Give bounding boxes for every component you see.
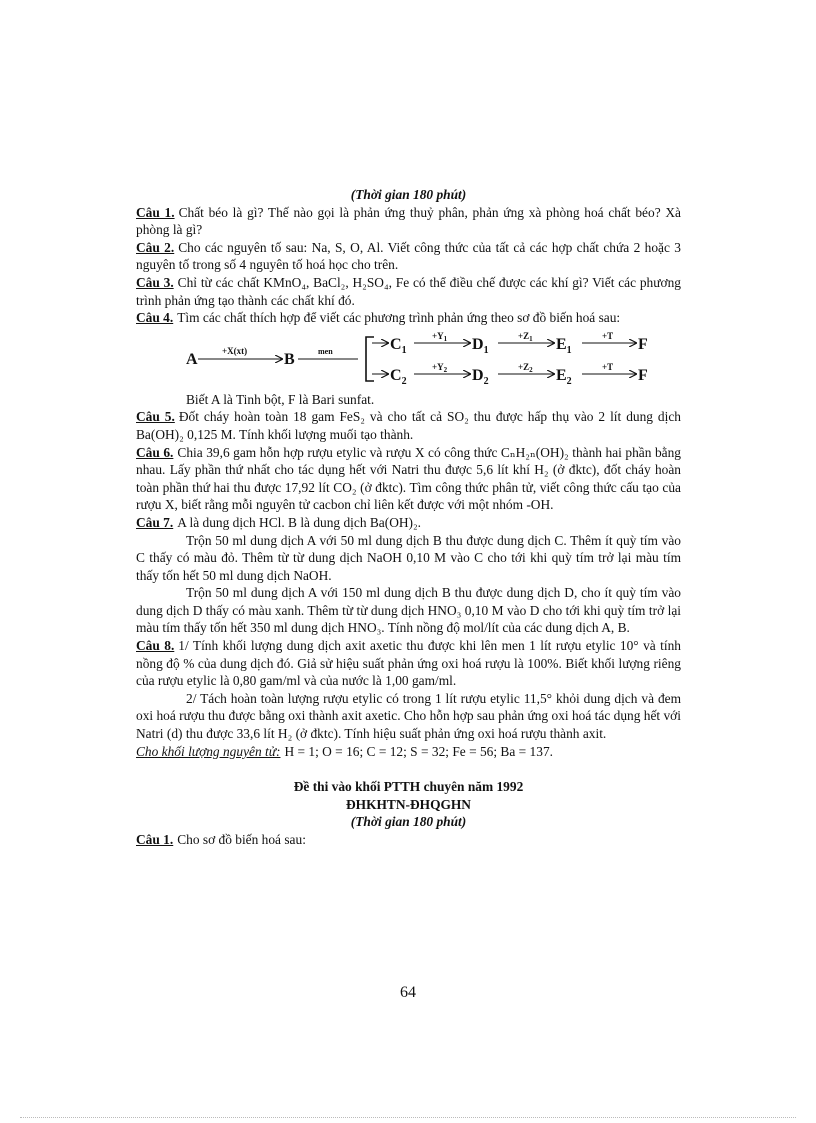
question-label: Câu 1.	[136, 832, 174, 847]
question-text: Chia 39,6 gam hỗn hợp rượu etylic và rượu X có công thức CₙH₂ₙ(OH)₂ thành hai phần bằng nhau. Lấy phần thứ nhất cho tác dụng hết với Natri thu được 5,6 lít khí H₂ (ở đktc), đốt cháy hoàn toàn phần thứ hai thu được 17,92 lít CO₂ (ở đktc). Tìm công thức phân tử, viết công thức cấu tạo của rượu X, biết rằng mỗi nguyên tử cacbon chỉ liên kết được với một nhóm -OH.	[136, 444, 681, 513]
label-t2: +T	[602, 361, 614, 372]
next-question-1	[136, 831, 681, 849]
question-4-note: Biết A là Tinh bột, F là Bari sunfat.	[186, 391, 375, 407]
question-3	[136, 274, 681, 309]
question-4	[136, 309, 681, 327]
label-z1: $+Z_1$	[518, 330, 533, 343]
question-2	[136, 239, 681, 274]
label-y2: $+Y_2$	[432, 361, 448, 374]
question-label: Câu 4.	[136, 310, 174, 326]
node-C2: $C_2$	[390, 366, 407, 385]
question-label: Câu 7.	[136, 514, 174, 530]
question-text: Tìm các chất thích hợp để viết các phương trình phản ứng theo sơ đồ biến hoá sau:	[177, 310, 621, 326]
node-C1: $C_1$	[390, 335, 407, 356]
document-body	[136, 186, 681, 849]
question-label: Câu 8.	[136, 638, 175, 654]
label-x-xt: +X(xt)	[222, 345, 248, 356]
question-7-part-2: Trộn 50 ml dung dịch A với 150 ml dung dịch B thu được dung dịch D, cho ít quỳ tím vào dung dịch D thấy có màu xanh. Thêm từ từ dung dịch HNO₃ 0,10 M vào D cho tới khi quỳ tím trở lại màu tím thấy tốn hết 350 ml dung dịch HNO₃. Tính nồng độ mol/lít của các dung dịch A, B.	[136, 585, 681, 636]
node-F2: F	[638, 366, 648, 384]
node-E1: $E_1$	[556, 335, 572, 356]
question-8-part-1: 1/ Tính khối lượng dung dịch axit axetic thu được khi lên men 1 lít rượu etylic 10° và tính nồng độ % của dung dịch đó. Giả sử hiệu suất phản ứng oxi hoá rượu là 100%. Biết khối lượng riêng của rượu etylic là 0,80 gam/ml và của nước là 1,00 gam/ml.	[136, 638, 681, 689]
question-label: Câu 5.	[136, 409, 175, 425]
question-text: Đốt cháy hoàn toàn 18 gam FeS₂ và cho tất cả SO₂ thu được hấp thụ vào 2 lít dung dịch Ba(OH)₂ 0,125 M. Tính khối lượng muối tạo thành.	[136, 409, 681, 442]
question-1	[136, 204, 681, 239]
atomic-masses-label: Cho khối lượng nguyên tử:	[136, 743, 281, 759]
question-label: Câu 1.	[136, 204, 175, 220]
atomic-masses-text: H = 1; O = 16; C = 12; S = 32; Fe = 56; Ba = 137.	[284, 743, 553, 759]
node-E2: $E_2$	[556, 366, 572, 385]
question-label: Câu 2.	[136, 239, 175, 255]
exam-title: Đề thi vào khối PTTH chuyên năm 1992	[293, 779, 524, 795]
label-men: men	[318, 346, 333, 356]
label-t1: +T	[602, 330, 614, 341]
question-5	[136, 408, 681, 443]
page-number: 64	[400, 984, 416, 1001]
reaction-diagram-svg	[136, 331, 681, 385]
question-label: Câu 6.	[136, 444, 174, 460]
node-B: B	[284, 350, 295, 368]
exam-school: ĐHKHTN-ĐHQGHN	[346, 796, 471, 812]
question-text: Cho các nguyên tố sau: Na, S, O, Al. Viết công thức của tất cả các hợp chất chứa 2 hoặc 3 nguyên tố trong số 4 nguyên tố hoá học cho trên.	[136, 239, 681, 273]
node-D2: $D_2$	[472, 366, 489, 385]
footer-dotted-line	[20, 1117, 796, 1118]
question-label: Câu 3.	[136, 274, 174, 290]
label-y1: $+Y_1$	[432, 330, 448, 343]
node-F1: F	[638, 335, 648, 353]
exam-time-note: (Thời gian 180 phút)	[350, 814, 467, 830]
time-note: (Thời gian 180 phút)	[350, 187, 467, 202]
question-text: Cho sơ đồ biến hoá sau:	[177, 832, 306, 847]
question-7	[136, 514, 681, 532]
question-8-part-2: 2/ Tách hoàn toàn lượng rượu etylic có trong 1 lít rượu etylic 11,5° khỏi dung dịch và đem oxi hoá rượu thu được bằng oxi thành axit axetic. Cho hỗn hợp sau phản ứng oxi hoá tác dụng hết với Natri (d) thu được 33,6 lít H₂ (ở đktc). Tính hiệu suất phản ứng oxi hoá rượu thành axit.	[136, 690, 681, 742]
question-text: Chỉ từ các chất KMnO₄, BaCl₂, H₂SO₄, Fe có thể điều chế được các khí gì? Viết các phương trình phản ứng tạo thành các chất khí đó.	[136, 274, 681, 308]
label-z2: $+Z_2$	[518, 361, 533, 374]
node-A: A	[186, 350, 198, 368]
node-D1: $D_1$	[472, 335, 489, 356]
question-6	[136, 444, 681, 514]
question-7-part-1: Trộn 50 ml dung dịch A với 50 ml dung dịch B thu được dung dịch C. Thêm ít quỳ tím vào C thấy có màu đỏ. Thêm từ từ dung dịch NaOH 0,10 M vào C cho tới khi quỳ tím trở lại màu tím thấy tốn hết 50 ml dung dịch NaOH.	[136, 532, 681, 583]
atomic-masses	[136, 743, 681, 761]
question-text: Chất béo là gì? Thế nào gọi là phản ứng thuỷ phân, phản ứng xà phòng hoá chất béo? Xà phòng là gì?	[136, 204, 681, 238]
question-8	[136, 637, 681, 690]
reaction-diagram	[136, 331, 681, 385]
question-text: A là dung dịch HCl. B là dung dịch Ba(OH)₂.	[177, 514, 422, 530]
